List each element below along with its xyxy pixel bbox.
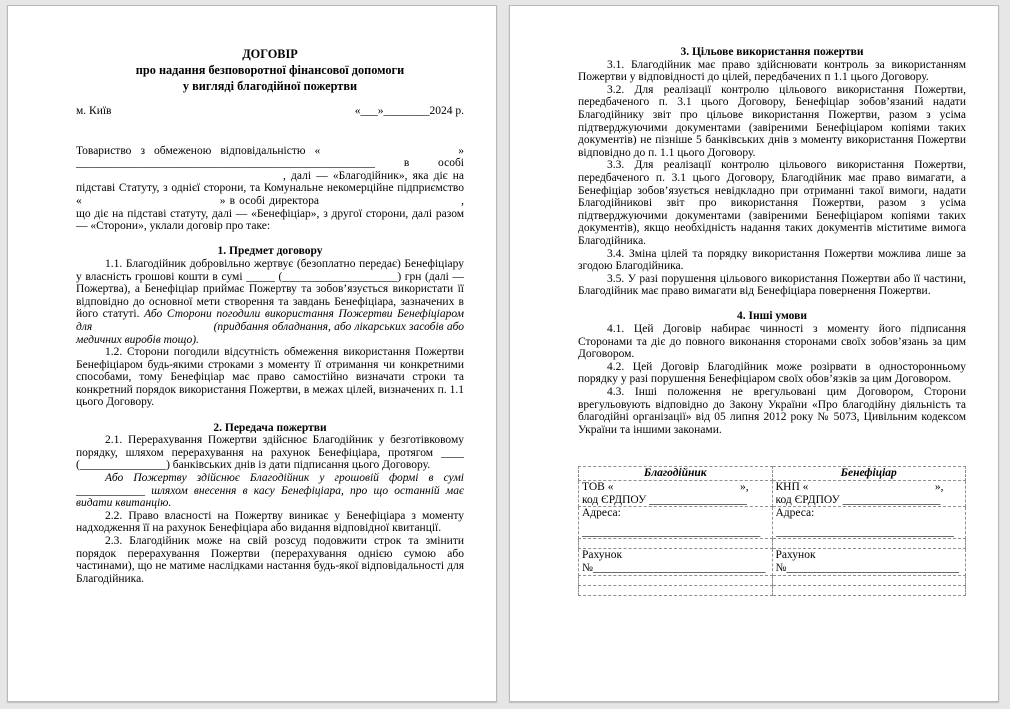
table-row — [579, 575, 966, 585]
beneficiary-cell — [772, 539, 966, 549]
paragraph-segment-italic: Або Сторони погодили використання Пожертви Бенефіціаром для (придбання обладнання, або лікарських засобів або медичних виробів тощо). — [76, 308, 464, 346]
cell-line: Адреса: — [775, 507, 815, 520]
beneficiary-cell — [772, 549, 966, 575]
paragraph — [578, 386, 966, 436]
empty-cell-space — [582, 586, 769, 595]
title-line: про надання безповоротної фінансової допомоги — [135, 63, 405, 77]
paragraph-segment: 4.3. Інші положення не врегульовані цим Договором, Сторони врегульовують відповідно до Закону України «Про благодійну діяльність та благодійні організації» від 05 липня 2012 року № 5073, Цивільним кодексом України та іншими законами. — [578, 386, 966, 436]
paragraph — [76, 346, 464, 409]
cell-line: №______________________________ — [775, 561, 959, 574]
cell-line: _______________________________ — [775, 525, 954, 538]
donor-cell — [579, 539, 773, 549]
paragraph-segment: 1.1. Благодійник добровільно жертвує (безоплатно передає) Бенефіціару у власність грошові кошти в сумі _____ (____________________) грн (далі — Пожертва), а Бенефіціар приймає Пожертву та зобов’язується використати її відповідно до основної мети створення та завдань Бенефіціара, зазначених в його статуті. — [76, 257, 464, 321]
paragraph-segment: 3.1. Благодійник має право здійснювати контроль за використанням Пожертви у відповідності до цілей, передбачених п 1.1 цього Договору. — [578, 58, 966, 84]
beneficiary-cell — [772, 507, 966, 539]
empty-cell-space — [582, 539, 769, 548]
signatories-table — [578, 466, 966, 595]
cell-line: код ЄРДПОУ _________________ — [582, 493, 747, 506]
paragraph-segment: 1.2. Сторони погодили відсутність обмеження використання Пожертви Бенефіціаром будь-якими строками з моменту її отримання чи конкретними способами, тому Бенефіціар має право самостійно визначати строки та конкретний порядок використання Пожертви, в межах цілей, визначених п. 1.1 цього Договору. — [76, 346, 464, 409]
section-heading: 1. Предмет договору — [217, 245, 323, 258]
paragraph — [76, 145, 464, 233]
paragraph — [578, 323, 966, 361]
paragraph-segment: 2.1. Перерахування Пожертви здійснює Благодійник у безготівковому порядку, шляхом перерахування на рахунок Бенефіціара, протягом ____ (_______________) банківських днів із дати підписання цього Договору. — [76, 434, 464, 472]
donor-cell — [579, 507, 773, 539]
paragraph-segment: 4.1. Цей Договір набирає чинності з моменту його підписання Сторонами та діє до повного виконання сторонами своїх зобов’язань за цим Договором. — [578, 323, 966, 361]
paragraph-segment: 2.2. Право власності на Пожертву виникає у Бенефіціара з моменту надходження її на рахунок Бенефіціара або видання відповідної квитанції. — [76, 509, 464, 535]
page-2[interactable] — [509, 5, 999, 702]
paragraph — [578, 84, 966, 160]
paragraph-segment: 3.3. Для реалізації контролю цільового використання Пожертви, передбаченого п. 3.1 цього Договору, Благодійник має право вимагати, а Бенефіціар зобов’язується невідкладно при отриманні такої вимоги, надати Благодійникові звіт про використання Пожертви, разом з усіма підтверджуючими документами (завіреними Бенефіціаром копіями таких документів), якщо необхідність надання таких документів міститиме вимога Благодійника. — [578, 159, 966, 247]
table-row — [579, 549, 966, 575]
table-row — [579, 507, 966, 539]
place-label: м. Київ — [76, 105, 112, 117]
paragraph-segment: 3.4. Зміна цілей та порядку використання Пожертви можлива лише за згодою Благодійника. — [578, 247, 966, 273]
donor-cell — [579, 549, 773, 575]
document-title — [76, 46, 464, 94]
title-line: у вигляді благодійної пожертви — [182, 79, 358, 93]
empty-cell-space — [776, 539, 963, 548]
paragraph-segment: Товариство з обмеженою відповідальністю « » ____________________________________________________ в особі , далі — «Благодійник», яка діє на підставі Статуту, з однієї сторони, та Комунальне некомерційне підприємство « » в особі директора , що діє на підставі статуту, далі — «Бенефіціар», з другої сторони, далі разом — «Сторони», уклали договір про таке: — [76, 144, 464, 233]
paragraph-segment-italic: Або Пожертву здійснює Благодійник у грошовій формі в сумі ____________ шляхом внесення в касу Бенефіціара, про що останній має видати квитанцію. — [76, 472, 464, 510]
paragraph — [76, 472, 464, 510]
cell-line: ТОВ « », — [582, 481, 749, 493]
paragraph — [578, 273, 966, 298]
table-header-beneficiary: Бенефіціар — [772, 467, 966, 481]
donor-cell — [579, 575, 773, 585]
paragraph — [578, 361, 966, 386]
section-heading: 3. Цільове використання пожертви — [680, 46, 864, 58]
table-row — [579, 585, 966, 595]
cell-line: КНП « », — [775, 481, 944, 493]
paragraph — [578, 59, 966, 84]
table-row — [579, 539, 966, 549]
page-content — [578, 46, 966, 596]
page-1[interactable] — [7, 5, 497, 702]
section-heading: 2. Передача пожертви — [213, 421, 327, 434]
paragraph — [578, 159, 966, 247]
empty-cell-space — [582, 576, 769, 585]
cell-line: №______________________________ — [582, 561, 766, 574]
paragraph-segment: 3.2. Для реалізації контролю цільового використання Пожертви, передбаченого п. 3.1 цього Договору, Бенефіціар зобов’язаний надати Благодійнику звіт про цільове використання Пожертви, разом з усіма підтверджуючими документами (завіреними Бенефіціаром копіями таких документів) не пізніше 5 банківських днів з моменту використання Пожертви відповідно до п. 1.1 цього Договору. — [578, 83, 966, 159]
paragraph-segment: 4.2. Цей Договір Благодійник може розірвати в односторонньому порядку у разі порушення Бенефіціаром своїх обов’язків за цим Договором. — [578, 360, 966, 386]
cell-line: Адреса: — [582, 507, 621, 520]
cell-line: Рахунок — [582, 549, 623, 562]
donor-cell — [579, 585, 773, 595]
donor-cell — [579, 481, 773, 507]
date-blank: «___»________2024 р. — [354, 105, 464, 117]
paragraph — [578, 248, 966, 273]
paragraph — [76, 258, 464, 346]
empty-cell-space — [776, 576, 963, 585]
page-content — [76, 46, 464, 585]
table-header-row — [579, 467, 966, 481]
beneficiary-cell — [772, 585, 966, 595]
paragraph-segment: 2.3. Благодійник може на свій розсуд подовжити строк та змінити порядок перерахування Пожертви (перерахування однією сумою або частинами), що не матиме наслідками настання будь-якої відповідальності для Благодійника. — [76, 535, 464, 585]
section-heading: 4. Інші умови — [737, 310, 807, 323]
cell-line: Рахунок — [775, 549, 816, 562]
paragraph — [76, 434, 464, 472]
paragraph — [76, 510, 464, 535]
beneficiary-cell — [772, 481, 966, 507]
paragraph — [76, 535, 464, 585]
table-header-donor: Благодійник — [579, 467, 773, 481]
paragraph-segment: 3.5. У разі порушення цільового використання Пожертви або її частини, Благодійник має право вимагати від Бенефіціара повернення Пожертви. — [578, 272, 966, 298]
empty-cell-space — [776, 586, 963, 595]
cell-line: _______________________________ — [582, 525, 761, 538]
title-line: ДОГОВІР — [242, 47, 298, 61]
beneficiary-cell — [772, 575, 966, 585]
dateline — [76, 105, 464, 118]
table-row — [579, 481, 966, 507]
cell-line: код ЄРДПОУ _________________ — [775, 493, 941, 506]
